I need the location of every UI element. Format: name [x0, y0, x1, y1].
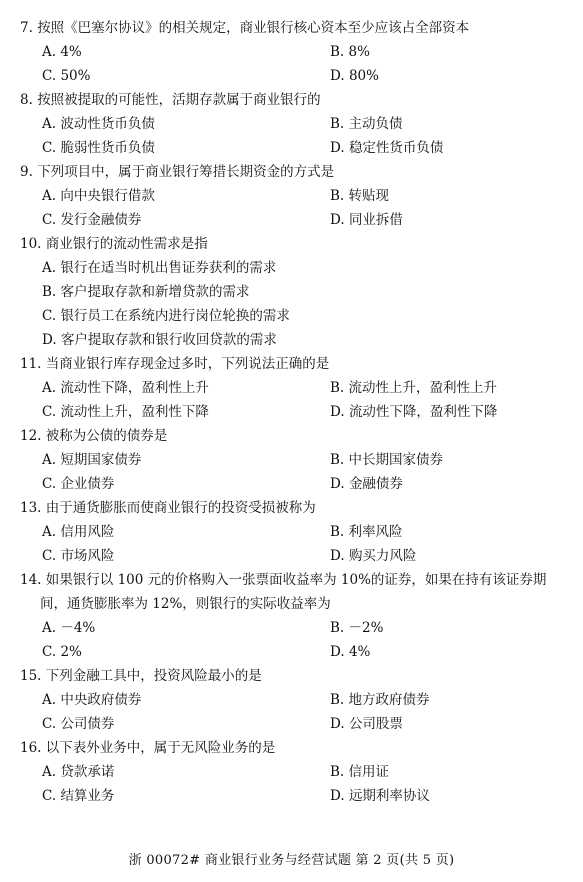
option-c	[42, 640, 82, 664]
option-text: 波动性货币负债	[60, 116, 155, 132]
question-stem	[0, 352, 583, 376]
option-text: 流动性上升，盈利性上升	[348, 380, 498, 396]
option-letter: A.	[42, 260, 57, 276]
option-row	[0, 616, 583, 640]
question-stem	[0, 160, 583, 184]
option-letter: B.	[330, 116, 345, 132]
option-c	[42, 136, 155, 160]
option-letter: A.	[42, 188, 57, 204]
option-c	[42, 472, 114, 496]
option-letter: B.	[330, 44, 345, 60]
option-text: 信用风险	[60, 524, 115, 540]
option-row	[0, 712, 583, 736]
option-letter: D.	[330, 404, 345, 420]
option-letter: D.	[42, 332, 57, 348]
option-text: 客户提取存款和新增贷款的需求	[60, 284, 250, 300]
question-number: 14.	[20, 572, 42, 588]
question-stem	[0, 664, 583, 688]
question-list	[0, 16, 583, 808]
option-d	[330, 472, 403, 496]
option-letter: D.	[330, 716, 345, 732]
option-letter: D.	[330, 212, 345, 228]
question-13	[0, 496, 583, 568]
option-letter: C.	[42, 788, 57, 804]
option-letter: A.	[42, 620, 57, 636]
option-letter: C.	[42, 140, 57, 156]
option-letter: D.	[330, 788, 345, 804]
option-row	[0, 64, 583, 88]
option-text: 4%	[348, 644, 371, 660]
question-text: 下列项目中，属于商业银行筹措长期资金的方式是	[37, 164, 335, 180]
option-row	[0, 40, 583, 64]
option-row	[0, 304, 583, 328]
option-row	[0, 760, 583, 784]
option-b	[330, 40, 370, 64]
question-text: 商业银行的流动性需求是指	[45, 236, 208, 252]
option-a	[42, 760, 114, 784]
option-text: 市场风险	[60, 548, 115, 564]
question-text: 按照《巴塞尔协议》的相关规定，商业银行核心资本至少应该占全部资本	[37, 20, 470, 36]
option-letter: C.	[42, 476, 57, 492]
page-footer: 浙 00072# 商业银行业务与经营试题 第 2 页(共 5 页)	[128, 853, 455, 868]
option-d	[330, 136, 443, 160]
question-number: 10.	[20, 236, 42, 252]
option-text: 中长期国家债券	[348, 452, 444, 468]
question-16	[0, 736, 583, 808]
option-text: 50%	[60, 68, 91, 84]
option-row	[0, 112, 583, 136]
question-stem	[0, 88, 583, 112]
question-stem	[0, 496, 583, 520]
option-c	[42, 304, 290, 328]
option-d	[330, 208, 403, 232]
option-row	[0, 136, 583, 160]
option-row	[0, 184, 583, 208]
option-text: 客户提取存款和银行收回贷款的需求	[60, 332, 277, 348]
option-a	[42, 256, 276, 280]
option-b	[330, 376, 497, 400]
option-letter: D.	[330, 644, 345, 660]
option-letter: B.	[330, 380, 345, 396]
option-b	[330, 760, 389, 784]
question-stem	[0, 232, 583, 256]
option-text: 80%	[348, 68, 379, 84]
option-row	[0, 784, 583, 808]
option-letter: C.	[42, 308, 57, 324]
option-row	[0, 472, 583, 496]
option-text: －2%	[348, 620, 384, 636]
question-text: 如果银行以 100 元的价格购入一张票面收益率为 10%的证券，如果在持有该证券期	[45, 572, 547, 588]
option-text: 远期利率协议	[348, 788, 430, 804]
option-letter: B.	[330, 692, 345, 708]
option-b	[42, 280, 250, 304]
option-letter: C.	[42, 404, 57, 420]
option-row	[0, 376, 583, 400]
question-number: 8.	[20, 92, 33, 108]
option-row	[0, 544, 583, 568]
option-b	[330, 616, 383, 640]
option-row	[0, 208, 583, 232]
option-text: 购买力风险	[348, 548, 417, 564]
option-letter: A.	[42, 524, 57, 540]
option-row	[0, 640, 583, 664]
option-c	[42, 784, 114, 808]
option-d	[42, 328, 277, 352]
option-letter: C.	[42, 212, 57, 228]
option-letter: A.	[42, 44, 57, 60]
option-text: 企业债券	[60, 476, 115, 492]
option-c	[42, 208, 141, 232]
option-letter: B.	[42, 284, 57, 300]
question-number: 13.	[20, 500, 42, 516]
option-text: 银行员工在系统内进行岗位轮换的需求	[60, 308, 290, 324]
option-text: 贷款承诺	[60, 764, 115, 780]
question-8	[0, 88, 583, 160]
option-text: 流动性下降，盈利性下降	[348, 404, 498, 420]
option-text: 4%	[60, 44, 82, 60]
option-letter: B.	[330, 620, 345, 636]
option-c	[42, 400, 209, 424]
option-text: 8%	[348, 44, 370, 60]
option-letter: A.	[42, 380, 57, 396]
option-text: 同业拆借	[348, 212, 403, 228]
option-text: 脆弱性货币负债	[60, 140, 155, 156]
question-text: 以下表外业务中，属于无风险业务的是	[45, 740, 276, 756]
option-a	[42, 40, 82, 64]
question-text: 由于通货膨胀而使商业银行的投资受损被称为	[45, 500, 316, 516]
option-text: 短期国家债券	[60, 452, 142, 468]
option-row	[0, 280, 583, 304]
question-stem	[0, 16, 583, 40]
option-text: 转贴现	[348, 188, 390, 204]
option-row	[0, 256, 583, 280]
question-12	[0, 424, 583, 496]
option-text: 流动性上升，盈利性下降	[60, 404, 209, 420]
option-a	[42, 112, 155, 136]
option-letter: B.	[330, 524, 345, 540]
question-stem	[0, 568, 583, 592]
option-text: 流动性下降，盈利性上升	[60, 380, 209, 396]
option-text: 稳定性货币负债	[348, 140, 444, 156]
question-10	[0, 232, 583, 352]
question-text: 间，通货膨胀率为 12%，则银行的实际收益率为	[40, 596, 331, 612]
option-row	[0, 328, 583, 352]
option-a	[42, 616, 95, 640]
option-letter: A.	[42, 116, 57, 132]
option-row	[0, 400, 583, 424]
option-a	[42, 376, 209, 400]
option-text: 中央政府债券	[60, 692, 142, 708]
option-text: 发行金融债券	[60, 212, 142, 228]
option-b	[330, 184, 389, 208]
question-number: 9.	[20, 164, 33, 180]
option-a	[42, 448, 141, 472]
question-stem	[0, 736, 583, 760]
option-row	[0, 520, 583, 544]
question-number: 12.	[20, 428, 42, 444]
question-14	[0, 568, 583, 664]
option-d	[330, 640, 370, 664]
question-number: 15.	[20, 668, 42, 684]
option-text: 向中央银行借款	[60, 188, 155, 204]
question-text: 被称为公债的债券是	[45, 428, 168, 444]
question-number: 11.	[20, 356, 42, 372]
question-9	[0, 160, 583, 232]
option-d	[330, 784, 430, 808]
question-stem	[0, 424, 583, 448]
option-letter: A.	[42, 764, 57, 780]
option-d	[330, 400, 497, 424]
option-letter: C.	[42, 68, 57, 84]
option-letter: D.	[330, 140, 345, 156]
option-text: 主动负债	[348, 116, 403, 132]
option-a	[42, 688, 141, 712]
option-text: 利率风险	[348, 524, 403, 540]
option-letter: B.	[330, 764, 345, 780]
option-b	[330, 448, 443, 472]
option-text: 公司股票	[348, 716, 403, 732]
question-text: 按照被提取的可能性，活期存款属于商业银行的	[37, 92, 321, 108]
option-text: 金融债券	[348, 476, 403, 492]
option-c	[42, 544, 114, 568]
option-text: －4%	[60, 620, 96, 636]
option-letter: C.	[42, 716, 57, 732]
option-b	[330, 688, 430, 712]
option-text: 银行在适当时机出售证券获利的需求	[60, 260, 277, 276]
option-a	[42, 184, 155, 208]
option-letter: D.	[330, 68, 345, 84]
option-d	[330, 712, 403, 736]
option-text: 2%	[60, 644, 82, 660]
option-text: 公司债券	[60, 716, 115, 732]
option-row	[0, 688, 583, 712]
question-7	[0, 16, 583, 88]
option-letter: B.	[330, 452, 345, 468]
option-c	[42, 64, 90, 88]
option-letter: A.	[42, 692, 57, 708]
option-letter: A.	[42, 452, 57, 468]
question-number: 16.	[20, 740, 42, 756]
option-c	[42, 712, 114, 736]
question-text: 当商业银行库存现金过多时，下列说法正确的是	[45, 356, 330, 372]
option-text: 信用证	[348, 764, 390, 780]
option-letter: D.	[330, 476, 345, 492]
question-number: 7.	[20, 20, 33, 36]
option-d	[330, 64, 379, 88]
option-a	[42, 520, 114, 544]
option-d	[330, 544, 416, 568]
option-letter: C.	[42, 548, 57, 564]
option-b	[330, 112, 403, 136]
option-letter: B.	[330, 188, 345, 204]
question-11	[0, 352, 583, 424]
question-15	[0, 664, 583, 736]
option-row	[0, 448, 583, 472]
question-text: 下列金融工具中，投资风险最小的是	[45, 668, 262, 684]
option-text: 地方政府债券	[348, 692, 430, 708]
option-b	[330, 520, 403, 544]
option-letter: D.	[330, 548, 345, 564]
option-text: 结算业务	[60, 788, 115, 804]
option-letter: C.	[42, 644, 57, 660]
question-stem	[0, 592, 583, 616]
